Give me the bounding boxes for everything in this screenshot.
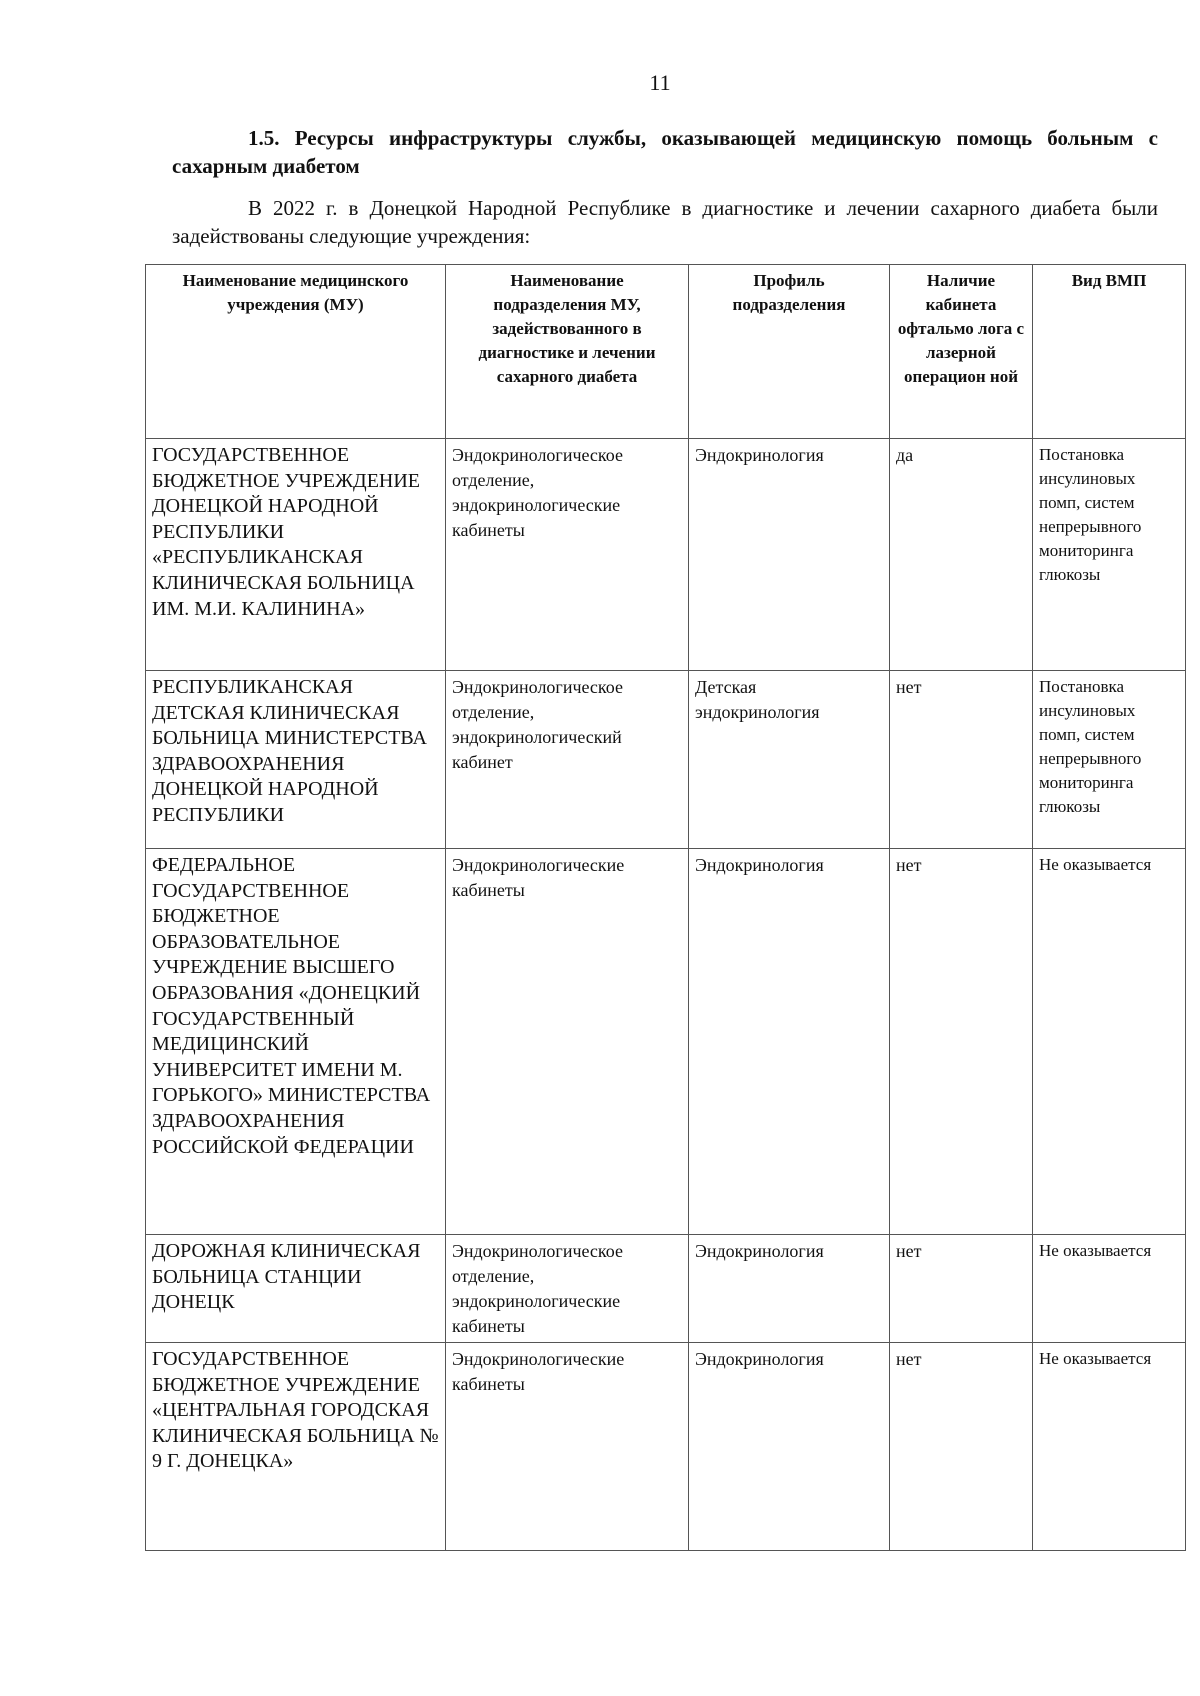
- cell-vmp: Постановка инсулиновых помп, систем непрерывного мониторинга глюкозы: [1033, 439, 1186, 671]
- table-row: [146, 1343, 1186, 1551]
- header-profile: Профиль подразделения: [689, 265, 890, 439]
- cell-institution: РЕСПУБЛИКАНСКАЯ ДЕТСКАЯ КЛИНИЧЕСКАЯ БОЛЬНИЦА МИНИСТЕРСТВА ЗДРАВООХРАНЕНИЯ ДОНЕЦКОЙ НАРОДНОЙ РЕСПУБЛИКИ: [146, 671, 446, 849]
- table-row: [146, 439, 1186, 671]
- cell-profile: Эндокринология: [689, 439, 890, 671]
- intro-paragraph: В 2022 г. в Донецкой Народной Республике в диагностике и лечении сахарного диабета были задействованы следующие учреждения:: [172, 196, 1158, 248]
- table-header-row: [146, 265, 1186, 439]
- header-institution: Наименование медицинского учреждения (МУ): [146, 265, 446, 439]
- cell-unit: Эндокринологическое отделение, эндокринологические кабинеты: [446, 439, 689, 671]
- cell-profile: Эндокринология: [689, 1235, 890, 1343]
- cell-institution: ГОСУДАРСТВЕННОЕ БЮДЖЕТНОЕ УЧРЕЖДЕНИЕ «ЦЕНТРАЛЬНАЯ ГОРОДСКАЯ КЛИНИЧЕСКАЯ БОЛЬНИЦА № 9 Г. ДОНЕЦКА»: [146, 1343, 446, 1551]
- cell-vmp: Не оказывается: [1033, 1235, 1186, 1343]
- cell-institution: ГОСУДАРСТВЕННОЕ БЮДЖЕТНОЕ УЧРЕЖДЕНИЕ ДОНЕЦКОЙ НАРОДНОЙ РЕСПУБЛИКИ «РЕСПУБЛИКАНСКАЯ КЛИНИЧЕСКАЯ БОЛЬНИЦА ИМ. М.И. КАЛИНИНА»: [146, 439, 446, 671]
- cell-laser-room: да: [890, 439, 1033, 671]
- header-vmp: Вид ВМП: [1033, 265, 1186, 439]
- table-row: [146, 1235, 1186, 1343]
- institutions-table: [145, 264, 1186, 1551]
- cell-profile: Эндокринология: [689, 1343, 890, 1551]
- table-row: [146, 849, 1186, 1235]
- cell-vmp: Не оказывается: [1033, 849, 1186, 1235]
- cell-unit: Эндокринологическое отделение, эндокринологические кабинеты: [446, 1235, 689, 1343]
- cell-unit: Эндокринологические кабинеты: [446, 849, 689, 1235]
- cell-unit: Эндокринологические кабинеты: [446, 1343, 689, 1551]
- section-heading: 1.5. Ресурсы инфраструктуры службы, оказывающей медицинскую помощь больным с сахарным диабетом: [172, 126, 1158, 178]
- header-unit: Наименование подразделения МУ, задействованного в диагностике и лечении сахарного диабета: [446, 265, 689, 439]
- cell-institution: ФЕДЕРАЛЬНОЕ ГОСУДАРСТВЕННОЕ БЮДЖЕТНОЕ ОБРАЗОВАТЕЛЬНОЕ УЧРЕЖДЕНИЕ ВЫСШЕГО ОБРАЗОВАНИЯ «ДОНЕЦКИЙ ГОСУДАРСТВЕННЫЙ МЕДИЦИНСКИЙ УНИВЕРСИТЕТ ИМЕНИ М. ГОРЬКОГО» МИНИСТЕРСТВА ЗДРАВООХРАНЕНИЯ РОССИЙСКОЙ ФЕДЕРАЦИИ: [146, 849, 446, 1235]
- cell-institution: ДОРОЖНАЯ КЛИНИЧЕСКАЯ БОЛЬНИЦА СТАНЦИИ ДОНЕЦК: [146, 1235, 446, 1343]
- cell-laser-room: нет: [890, 849, 1033, 1235]
- cell-profile: Детская эндокринология: [689, 671, 890, 849]
- cell-vmp: Не оказывается: [1033, 1343, 1186, 1551]
- table-row: [146, 671, 1186, 849]
- cell-unit: Эндокринологическое отделение, эндокринологический кабинет: [446, 671, 689, 849]
- cell-laser-room: нет: [890, 1235, 1033, 1343]
- header-laser-room: Наличие кабинета офтальмо лога с лазерной операцион ной: [890, 265, 1033, 439]
- cell-laser-room: нет: [890, 1343, 1033, 1551]
- page-number: 11: [649, 70, 671, 95]
- cell-laser-room: нет: [890, 671, 1033, 849]
- cell-profile: Эндокринология: [689, 849, 890, 1235]
- cell-vmp: Постановка инсулиновых помп, систем непрерывного мониторинга глюкозы: [1033, 671, 1186, 849]
